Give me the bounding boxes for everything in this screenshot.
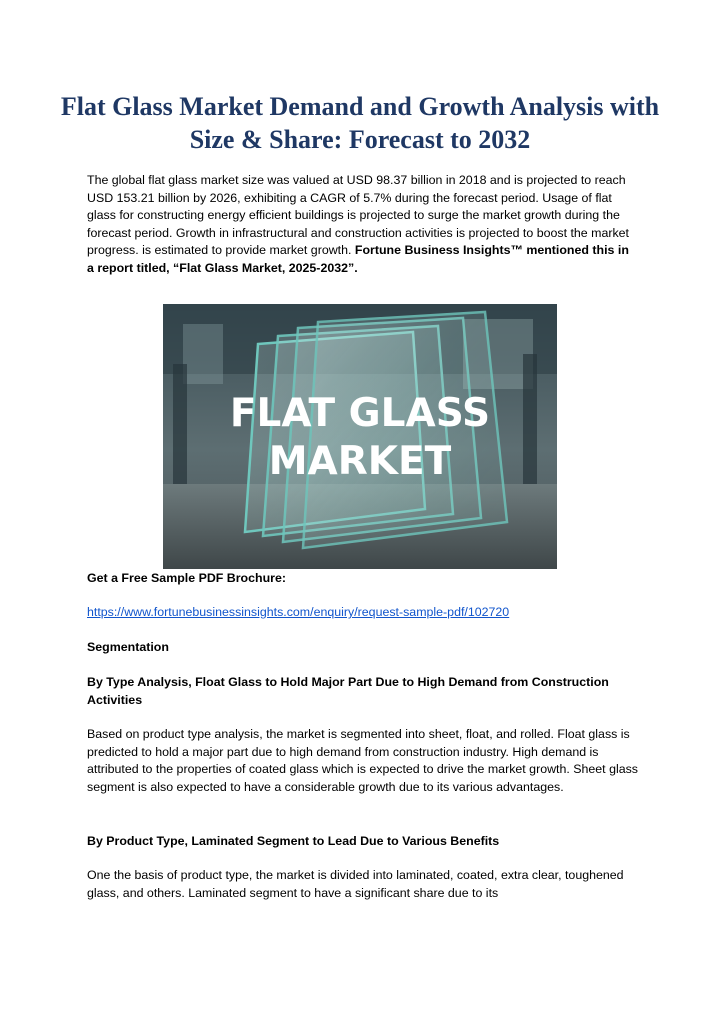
sample-label: Get a Free Sample PDF Brochure: [87,571,286,585]
hero-title-line1: FLAT GLASS [229,391,491,436]
type-analysis-heading: By Type Analysis, Float Glass to Hold Major Part Due to High Demand from Construction Activities [87,675,609,707]
page-title: Flat Glass Market Demand and Growth Analysis with Size & Share: Forecast to 2032 [60,92,660,154]
hero-title-line2: MARKET [268,439,452,484]
hero-image [163,304,557,569]
product-type-heading: By Product Type, Laminated Segment to Lead Due to Various Benefits [87,834,500,848]
type-analysis-paragraph: Based on product type analysis, the market is segmented into sheet, float, and rolled. Float glass is predicted to hold a major part due to high demand from construction industry. High demand is attributed to the properties of coated glass which is expected to drive the market growth. Sheet glass segment is also expected to have a considerable growth due to its various advantages. [87,727,638,794]
segmentation-heading: Segmentation [87,640,169,654]
intro-paragraph [87,172,635,278]
intro-bold-text: Fortune Business Insights™ mentioned this in a report titled, “Flat Glass Market, 2025-2032”. [87,243,629,275]
sample-link[interactable]: https://www.fortunebusinessinsights.com/enquiry/request-sample-pdf/102720 [87,605,510,619]
product-type-paragraph: One the basis of product type, the market is divided into laminated, coated, extra clear, toughened glass, and others. Laminated segment to have a significant share due to its [87,868,624,900]
intro-text: The global flat glass market size was valued at USD 98.37 billion in 2018 and is projected to reach USD 153.21 billion by 2026, exhibiting a CAGR of 5.7% during the forecast period. Usage of flat glass for constructing energy efficient buildings is projected to surge the market growth during the forecast period. Growth in infrastructural and construction activities is projected to boost the market progress. is estimated to provide market growth. [87,173,629,258]
